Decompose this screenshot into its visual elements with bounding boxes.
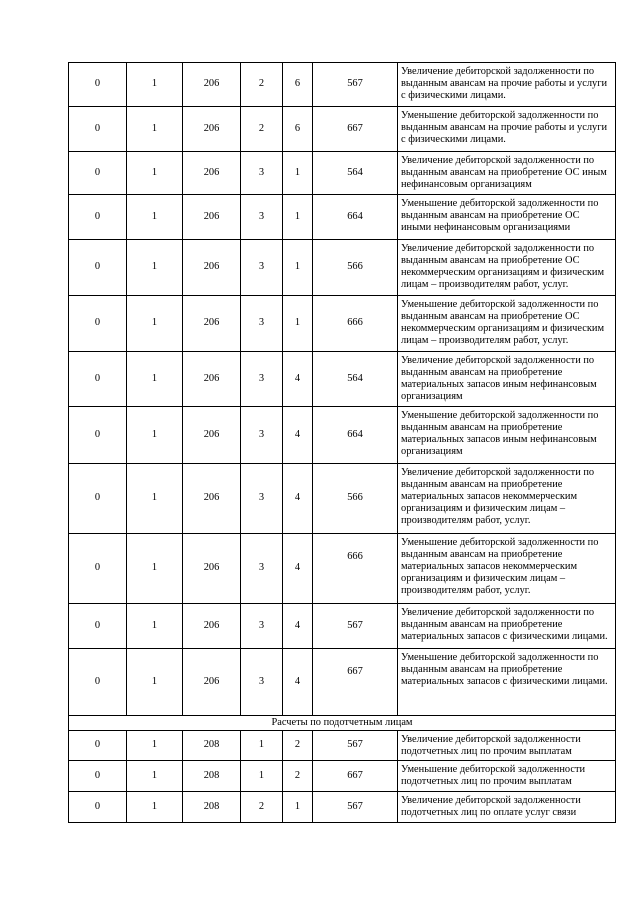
table-row xyxy=(69,648,616,715)
col-kosgu: 566 xyxy=(313,463,398,533)
col-code-1: 0 xyxy=(69,239,127,295)
col-code-1: 0 xyxy=(69,63,127,107)
col-code-1: 0 xyxy=(69,351,127,406)
col-code-2: 1 xyxy=(127,603,183,648)
col-account: 206 xyxy=(183,648,241,715)
accounts-table xyxy=(68,62,616,823)
col-code-1: 0 xyxy=(69,152,127,195)
col-sub-1: 3 xyxy=(241,152,283,195)
table-row xyxy=(69,295,616,351)
col-sub-1: 3 xyxy=(241,533,283,603)
table-body xyxy=(69,63,616,823)
col-description: Уменьшение дебиторской задолженности по выданным авансам на приобретение ОС некоммерческим организациям и физическим лицам – производителям работ, услуг. xyxy=(398,295,616,351)
table-row xyxy=(69,107,616,152)
col-sub-2: 2 xyxy=(283,730,313,760)
col-kosgu: 564 xyxy=(313,152,398,195)
col-description: Увеличение дебиторской задолженности подотчетных лиц по прочим выплатам xyxy=(398,730,616,760)
col-code-1: 0 xyxy=(69,791,127,822)
col-code-1: 0 xyxy=(69,463,127,533)
col-kosgu: 567 xyxy=(313,730,398,760)
col-sub-1: 3 xyxy=(241,351,283,406)
col-sub-1: 2 xyxy=(241,63,283,107)
col-code-2: 1 xyxy=(127,239,183,295)
col-sub-2: 4 xyxy=(283,406,313,463)
col-description: Уменьшение дебиторской задолженности по выданным авансам на прочие работы и услуги с физическими лицами. xyxy=(398,107,616,152)
col-sub-2: 4 xyxy=(283,463,313,533)
col-kosgu: 666 xyxy=(313,533,398,603)
col-description: Увеличение дебиторской задолженности подотчетных лиц по оплате услуг связи xyxy=(398,791,616,822)
col-sub-2: 6 xyxy=(283,63,313,107)
col-kosgu: 564 xyxy=(313,351,398,406)
table-row xyxy=(69,406,616,463)
table-row xyxy=(69,791,616,822)
col-kosgu: 567 xyxy=(313,63,398,107)
col-kosgu: 667 xyxy=(313,107,398,152)
col-sub-1: 3 xyxy=(241,463,283,533)
col-account: 206 xyxy=(183,351,241,406)
col-kosgu: 664 xyxy=(313,194,398,239)
col-account: 206 xyxy=(183,194,241,239)
col-sub-2: 4 xyxy=(283,533,313,603)
table-row xyxy=(69,152,616,195)
col-account: 208 xyxy=(183,761,241,791)
col-description: Увеличение дебиторской задолженности по выданным авансам на приобретение материальных запасов с физическими лицами. xyxy=(398,603,616,648)
col-code-1: 0 xyxy=(69,730,127,760)
table-row xyxy=(69,463,616,533)
col-sub-1: 3 xyxy=(241,194,283,239)
table-row xyxy=(69,351,616,406)
col-sub-1: 3 xyxy=(241,648,283,715)
col-sub-1: 3 xyxy=(241,406,283,463)
col-sub-1: 2 xyxy=(241,107,283,152)
col-account: 206 xyxy=(183,603,241,648)
col-sub-2: 1 xyxy=(283,194,313,239)
col-code-2: 1 xyxy=(127,351,183,406)
col-kosgu: 666 xyxy=(313,295,398,351)
col-code-2: 1 xyxy=(127,194,183,239)
col-account: 208 xyxy=(183,791,241,822)
table-row xyxy=(69,603,616,648)
col-code-1: 0 xyxy=(69,603,127,648)
col-sub-2: 1 xyxy=(283,152,313,195)
table-row xyxy=(69,761,616,791)
col-sub-1: 2 xyxy=(241,791,283,822)
col-description: Уменьшение дебиторской задолженности по выданным авансам на приобретение материальных запасов с физическими лицами. xyxy=(398,648,616,715)
col-kosgu: 667 xyxy=(313,648,398,715)
col-account: 206 xyxy=(183,63,241,107)
col-code-2: 1 xyxy=(127,107,183,152)
col-account: 206 xyxy=(183,239,241,295)
col-sub-2: 1 xyxy=(283,791,313,822)
col-code-1: 0 xyxy=(69,406,127,463)
col-account: 206 xyxy=(183,152,241,195)
col-code-2: 1 xyxy=(127,406,183,463)
col-account: 206 xyxy=(183,295,241,351)
table-row xyxy=(69,533,616,603)
col-description: Увеличение дебиторской задолженности по выданным авансам на прочие работы и услуги с физическими лицами. xyxy=(398,63,616,107)
col-sub-2: 4 xyxy=(283,351,313,406)
col-sub-2: 1 xyxy=(283,239,313,295)
col-code-1: 0 xyxy=(69,194,127,239)
col-code-2: 1 xyxy=(127,152,183,195)
col-description: Увеличение дебиторской задолженности по выданным авансам на приобретение ОС иным нефинансовым организациям xyxy=(398,152,616,195)
col-account: 206 xyxy=(183,107,241,152)
col-sub-2: 6 xyxy=(283,107,313,152)
col-code-2: 1 xyxy=(127,63,183,107)
col-code-2: 1 xyxy=(127,295,183,351)
col-sub-2: 4 xyxy=(283,648,313,715)
col-kosgu: 664 xyxy=(313,406,398,463)
col-code-1: 0 xyxy=(69,533,127,603)
col-description: Увеличение дебиторской задолженности по выданным авансам на приобретение материальных запасов иным нефинансовым организациям xyxy=(398,351,616,406)
table-row xyxy=(69,194,616,239)
col-description: Уменьшение дебиторской задолженности подотчетных лиц по прочим выплатам xyxy=(398,761,616,791)
col-kosgu: 566 xyxy=(313,239,398,295)
section-title: Расчеты по подотчетным лицам xyxy=(69,715,616,730)
col-description: Уменьшение дебиторской задолженности по выданным авансам на приобретение материальных запасов иным нефинансовым организациям xyxy=(398,406,616,463)
col-code-2: 1 xyxy=(127,791,183,822)
col-description: Увеличение дебиторской задолженности по выданным авансам на приобретение материальных запасов некоммерческим организациям и физическим лицам – производителям работ, услуг. xyxy=(398,463,616,533)
col-description: Уменьшение дебиторской задолженности по выданным авансам на приобретение материальных запасов некоммерческим организациям и физическим лицам – производителям работ, услуг. xyxy=(398,533,616,603)
col-account: 208 xyxy=(183,730,241,760)
col-code-2: 1 xyxy=(127,648,183,715)
col-account: 206 xyxy=(183,463,241,533)
col-sub-2: 2 xyxy=(283,761,313,791)
col-account: 206 xyxy=(183,533,241,603)
col-code-1: 0 xyxy=(69,295,127,351)
col-account: 206 xyxy=(183,406,241,463)
col-description: Увеличение дебиторской задолженности по выданным авансам на приобретение ОС некоммерческим организациям и физическим лицам – производителям работ, услуг. xyxy=(398,239,616,295)
section-header-row xyxy=(69,715,616,730)
col-description: Уменьшение дебиторской задолженности по выданным авансам на приобретение ОС иными нефинансовым организациями xyxy=(398,194,616,239)
col-code-1: 0 xyxy=(69,648,127,715)
col-sub-1: 3 xyxy=(241,603,283,648)
col-code-2: 1 xyxy=(127,761,183,791)
col-kosgu: 667 xyxy=(313,761,398,791)
col-code-1: 0 xyxy=(69,761,127,791)
table-row xyxy=(69,730,616,760)
col-kosgu: 567 xyxy=(313,791,398,822)
col-sub-1: 3 xyxy=(241,295,283,351)
col-code-1: 0 xyxy=(69,107,127,152)
col-sub-1: 1 xyxy=(241,761,283,791)
table-row xyxy=(69,63,616,107)
col-code-2: 1 xyxy=(127,730,183,760)
col-sub-1: 1 xyxy=(241,730,283,760)
col-sub-2: 1 xyxy=(283,295,313,351)
col-sub-1: 3 xyxy=(241,239,283,295)
table-row xyxy=(69,239,616,295)
col-code-2: 1 xyxy=(127,533,183,603)
col-code-2: 1 xyxy=(127,463,183,533)
col-sub-2: 4 xyxy=(283,603,313,648)
col-kosgu: 567 xyxy=(313,603,398,648)
